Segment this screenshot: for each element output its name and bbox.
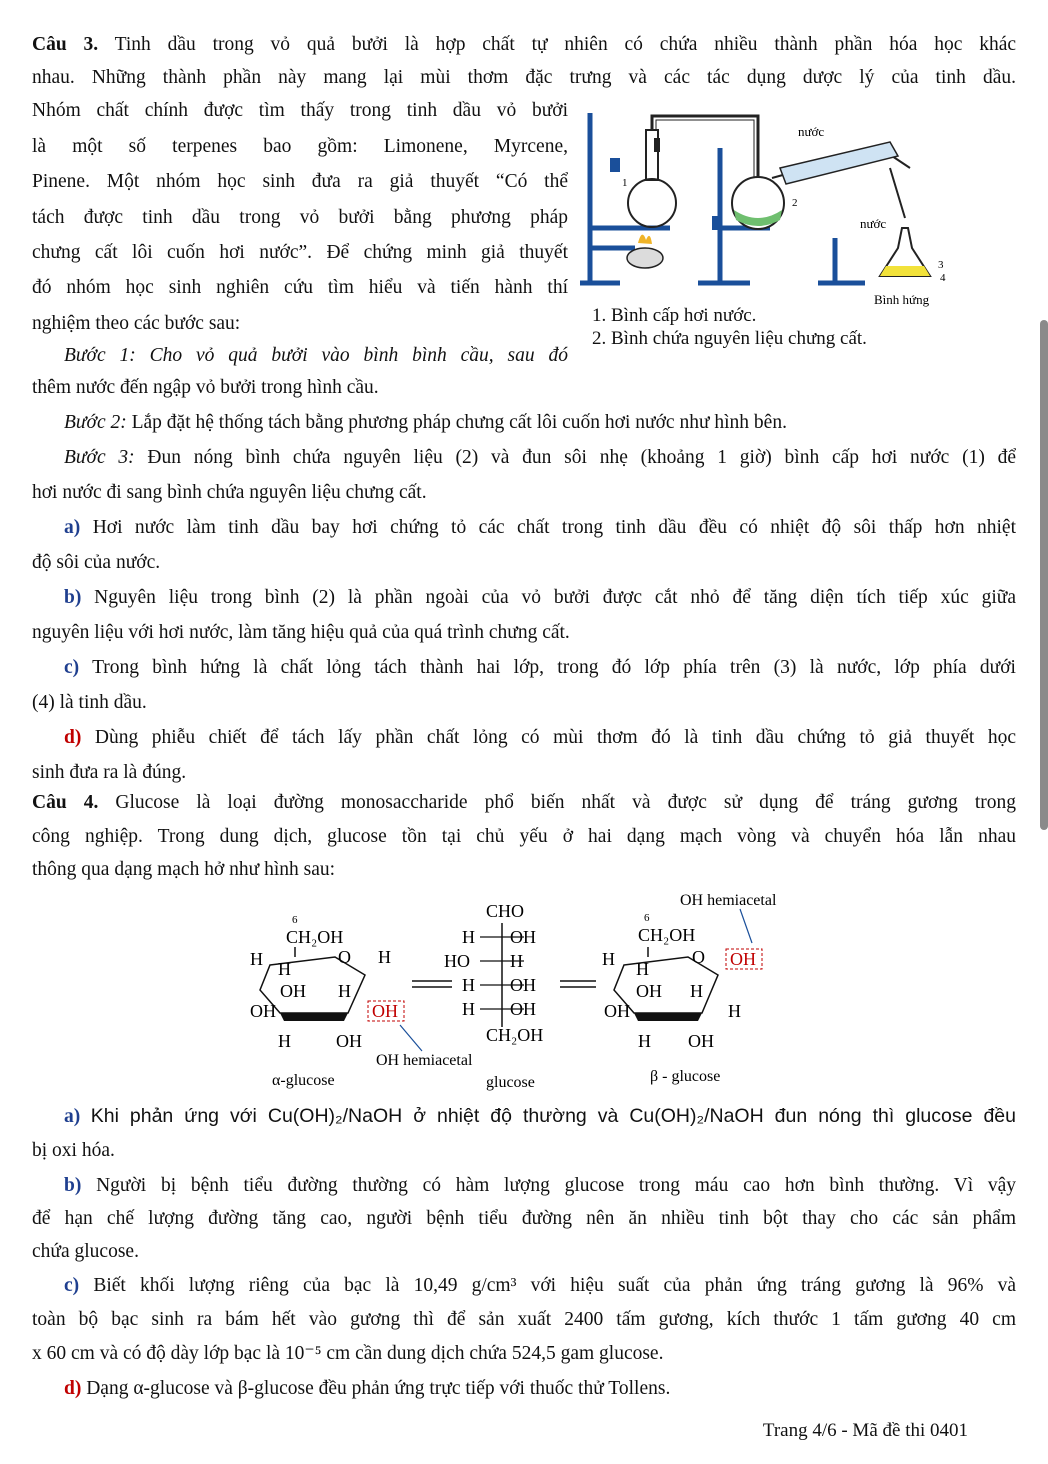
svg-text:H: H (510, 951, 523, 971)
receiver-label: Bình hứng (874, 292, 930, 307)
svg-text:OH: OH (250, 1001, 276, 1021)
q3-option-d-line-1: d) Dùng phiễu chiết để tách lấy phần chất lỏng có mùi thơm đó là tinh dầu chứng tỏ giả thuyết học (64, 727, 1017, 748)
flask-2-number: 2 (792, 197, 798, 209)
svg-text:HO: HO (444, 951, 470, 971)
water-out-label: nước (860, 216, 887, 231)
q3-line-6: tách được tinh dầu trong vỏ bưởi bằng phương pháp (32, 207, 568, 228)
svg-text:OH: OH (372, 1001, 398, 1021)
svg-text:OH: OH (510, 999, 536, 1019)
q3-step3-line-2: hơi nước đi sang bình chứa nguyên liệu chưng cất. (32, 482, 427, 503)
svg-text:H: H (462, 999, 475, 1019)
q3-step2: Bước 2: Lắp đặt hệ thống tách bằng phương pháp chưng cất lôi cuốn hơi nước như hình bên. (64, 412, 787, 433)
q4-option-b-line-3: chứa glucose. (32, 1241, 139, 1262)
q3-line-1: Câu 3. Tinh dầu trong vỏ quả bưởi là hợp chất tự nhiên có chứa nhiều thành phần hóa học khác (32, 34, 1017, 55)
q3-line-5: Pinene. Một nhóm học sinh đưa ra giả thuyết “Có thể (32, 171, 568, 192)
svg-text:6: 6 (292, 914, 298, 926)
svg-text:H: H (728, 1001, 741, 1021)
q4-line-3: thông qua dạng mạch hở như hình sau: (32, 859, 336, 880)
q3-line-4: là một số terpenes bao gồm: Limonene, Myrcene, (32, 136, 568, 157)
q4-option-b-line-1: b) Người bị bệnh tiểu đường thường có hàm lượng glucose trong máu cao hơn bình thường. Vì vậy (64, 1175, 1016, 1196)
svg-text:H: H (602, 949, 615, 969)
alpha-glucose-structure (250, 914, 404, 1051)
q4-option-c-line-3: x 60 cm và có độ dày lớp bạc là 10⁻⁵ cm cần dung dịch chứa 524,5 gam glucose. (32, 1343, 664, 1364)
svg-text:OH: OH (730, 949, 756, 969)
svg-text:CH₂OH: CH₂OH (286, 927, 344, 947)
distillation-apparatus-figure (580, 108, 980, 323)
q3-option-c-line-2: (4) là tinh dầu. (32, 692, 147, 713)
svg-text:H: H (278, 1031, 291, 1051)
alpha-glucose-name: α-glucose (272, 1072, 335, 1089)
svg-text:OH: OH (604, 1001, 630, 1021)
svg-text:OH: OH (280, 981, 306, 1001)
q4-option-c-line-2: toàn bộ bạc sinh ra bám hết vào gương thì để sản xuất 2400 tấm gương, kích thước 1 tấm gương 40 cm (32, 1309, 1016, 1330)
glucose-forms-figure (240, 885, 800, 1095)
q3-step1-line-1: Bước 1: Cho vỏ quả bưởi vào bình bình cầu, sau đó (64, 345, 569, 366)
flask-1-number: 1 (622, 177, 628, 189)
q3-option-b-line-1: b) Nguyên liệu trong bình (2) là phần ngoài của vỏ bưởi được cắt nhỏ để tăng diện tích tiếp xúc giữa (64, 587, 1016, 608)
water-in-label: nước (798, 124, 825, 139)
q3-option-a-line-2: độ sôi của nước. (32, 552, 161, 573)
q3-option-c-line-1: c) Trong bình hứng là chất lỏng tách thành hai lớp, trong đó lớp phía trên (3) là nước, lớp phía dưới (64, 657, 1016, 678)
svg-text:H: H (638, 1031, 651, 1051)
svg-text:H: H (462, 927, 475, 947)
q3-option-a-line-1: a) Hơi nước làm tinh dầu bay hơi chứng tỏ các chất trong tinh dầu đều có nhiệt độ sôi thấp hơn nhiệt (64, 517, 1017, 538)
q4-option-d-line-1: d) Dạng α-glucose và β-glucose đều phản ứng trực tiếp với thuốc thử Tollens. (64, 1378, 671, 1399)
q3-line-9: nghiệm theo các bước sau: (32, 313, 241, 334)
glucose-name: glucose (486, 1074, 535, 1091)
svg-text:H: H (690, 981, 703, 1001)
q3-line-7: chưng cất lôi cuốn hơi nước”. Để chứng minh giả thuyết (32, 242, 568, 263)
q3-option-d-line-2: sinh đưa ra là đúng. (32, 762, 187, 783)
svg-text:OH: OH (336, 1031, 362, 1051)
svg-text:H: H (378, 947, 391, 967)
svg-text:H: H (338, 981, 351, 1001)
svg-text:OH: OH (636, 981, 662, 1001)
q4-line-2: công nghiệp. Trong dung dịch, glucose tồn tại chủ yếu ở hai dạng mạch vòng và chuyển hóa lẫn nhau (32, 826, 1016, 847)
figure-caption-2: 2. Bình chứa nguyên liệu chưng cất. (592, 328, 867, 349)
hemiacetal-label-top: OH hemiacetal (680, 892, 777, 909)
layer-4-number: 4 (940, 272, 946, 284)
q3-line-8: đó nhóm học sinh nghiên cứu tìm hiểu và tiến hành thí (32, 277, 568, 298)
svg-text:OH: OH (510, 975, 536, 995)
svg-text:OH: OH (688, 1031, 714, 1051)
q3-step1-line-2: thêm nước đến ngập vỏ bưởi trong hình cầu. (32, 377, 379, 398)
scrollbar[interactable] (1040, 320, 1048, 830)
svg-text:H: H (250, 949, 263, 969)
q4-label: Câu 4. (32, 792, 99, 813)
beta-glucose-name: β - glucose (650, 1068, 721, 1085)
svg-text:CHO: CHO (486, 901, 525, 921)
open-chain-glucose-structure (444, 901, 543, 1045)
svg-text:O: O (692, 947, 705, 967)
q3-line-2: nhau. Những thành phần này mang lại mùi thơm đặc trưng và các tác dụng dược lý của tinh dầu. (32, 67, 1016, 88)
svg-text:CH₂OH: CH₂OH (638, 925, 696, 945)
q3-line-3: Nhóm chất chính được tìm thấy trong tinh dầu vỏ bưởi (32, 100, 568, 121)
q3-step3-line-1: Bước 3: Đun nóng bình chứa nguyên liệu (2) và đun sôi nhẹ (khoảng 1 giờ) bình cấp hơi nước (1) để (64, 447, 1016, 468)
q4-line-1: Câu 4. Glucose là loại đường monosaccharide phổ biến nhất và được sử dụng để tráng gương trong (32, 792, 1016, 813)
beta-glucose-structure (602, 912, 762, 1051)
q4-option-a-line-1: a) Khi phản ứng với Cu(OH)₂/NaOH ở nhiệt độ thường và Cu(OH)₂/NaOH đun nóng thì glucose đều (64, 1105, 1016, 1127)
q4-option-c-line-1: c) Biết khối lượng riêng của bạc là 10,49 g/cm³ với hiệu suất của phản ứng tráng gương là 96% và (64, 1275, 1016, 1296)
figure-caption-1: 1. Bình cấp hơi nước. (592, 305, 757, 326)
q3-label: Câu 3. (32, 34, 99, 55)
svg-text:H: H (462, 975, 475, 995)
svg-text:O: O (338, 947, 351, 967)
svg-text:CH₂OH: CH₂OH (486, 1025, 544, 1045)
page-footer: Trang 4/6 - Mã đề thi 0401 (762, 1420, 968, 1441)
svg-text:OH: OH (510, 927, 536, 947)
q4-option-a-line-2: bị oxi hóa. (32, 1140, 115, 1161)
hemiacetal-label-bottom: OH hemiacetal (376, 1052, 473, 1069)
q3-option-b-line-2: nguyên liệu với hơi nước, làm tăng hiệu quả của quá trình chưng cất. (32, 622, 570, 643)
svg-text:H: H (278, 959, 291, 979)
svg-text:H: H (636, 959, 649, 979)
svg-text:6: 6 (644, 912, 650, 924)
q4-option-b-line-2: để hạn chế lượng đường tăng cao, người bệnh tiểu đường nên ăn nhiều tinh bột thay cho các sản phẩm (32, 1208, 1016, 1229)
layer-3-number: 3 (938, 259, 944, 271)
